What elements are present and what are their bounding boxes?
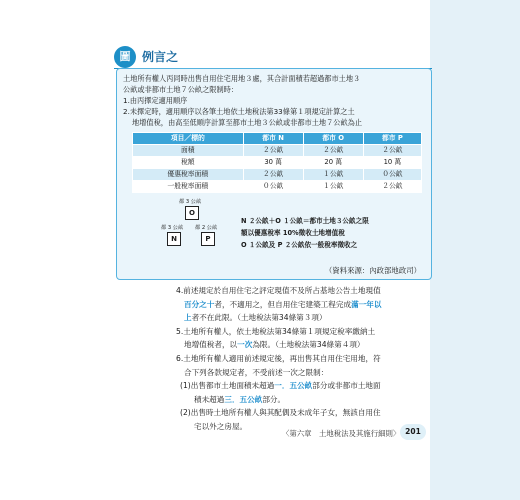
example-line-2: 公畝或非都市土地７公畝之限制時： <box>123 85 239 94</box>
example-line-5: 地增值稅，由高至低順序計算至都市土地３公畝或非都市土地７公畝為止 <box>132 118 363 127</box>
table-cell: ２公畝 <box>243 169 303 181</box>
table-cell: 面積 <box>133 145 244 157</box>
plain-text: 部分或非都市土地面 <box>312 381 381 391</box>
source-citation: （資料來源：內政部地政司） <box>324 266 421 275</box>
note-line-2: 額以優惠稅率 10%徵收土地增值稅 <box>241 229 345 237</box>
land-diagram <box>161 201 241 261</box>
item-4 <box>176 284 408 325</box>
diagram-label-n: 都 3 公畝 <box>161 225 184 231</box>
tax-table <box>132 132 422 193</box>
diagram-box-p: P <box>201 232 215 246</box>
table-cell: １公畝 <box>303 181 363 193</box>
highlight-text: 一次 <box>237 340 253 350</box>
highlight-text: 一．五公畝 <box>274 381 313 391</box>
table-cell: ２公畝 <box>303 145 363 157</box>
item-5-line-2 <box>176 338 408 352</box>
item-5 <box>176 325 408 352</box>
table-cell: 稅額 <box>133 157 244 169</box>
item-4-line-3 <box>176 311 408 325</box>
example-box <box>116 68 432 280</box>
item-5-line-1: 5.土地所有權人，依土地稅法第34條第１項規定稅率繳納土 <box>176 326 376 336</box>
table-header: 都市 P <box>363 133 421 145</box>
plain-text: 部分。 <box>262 394 286 404</box>
item-4-line-1: 4.前述規定於自用住宅之評定現值不及所占基地公告土地現值 <box>176 286 381 295</box>
table-row <box>133 169 422 181</box>
item-4-line-2 <box>176 298 408 312</box>
note-line-1: N ２公畝＋O １公畝＝都市土地３公畝之限 <box>241 217 369 225</box>
table-cell: 優惠稅率面積 <box>133 169 244 181</box>
note-line-3: O １公畝及 P ２公畝依一般稅率徵收之 <box>241 241 358 249</box>
sub-item-1-line-1 <box>180 379 408 393</box>
diagram-box-n: N <box>167 232 181 246</box>
item-6-line-1: 6.土地所有權人適用前述規定後，再出售其自用住宅用地，符 <box>176 353 381 363</box>
table-cell: 10 萬 <box>363 157 421 169</box>
highlight-text: 上 <box>184 313 192 323</box>
plain-text: 積未超過 <box>194 394 225 404</box>
table-cell: 30 萬 <box>243 157 303 169</box>
plain-text: 為限。（土地稅法第34條第４項） <box>252 340 365 350</box>
plain-text: 者不在此限。（土地稅法第34條第３項） <box>191 313 327 323</box>
table-row <box>133 181 422 193</box>
table-cell: ０公畝 <box>243 181 303 193</box>
sub-item-2-line-1: (2)出售時土地所有權人與其配偶及未成年子女，無該自用住 <box>180 408 381 418</box>
table-cell: ２公畝 <box>363 145 421 157</box>
diagram-label-o: 都 3 公畝 <box>179 199 202 205</box>
example-badge: 圖 <box>114 46 136 68</box>
body-text <box>176 284 408 434</box>
highlight-text: 滿一年以 <box>351 299 382 309</box>
chapter-footer: 〈第六章 土地稅法及其施行細則〉 <box>282 429 401 438</box>
highlight-text: 三．五公畝 <box>224 394 263 404</box>
table-header: 項目／標的 <box>133 133 244 145</box>
plain-text: 者，不適用之，但自用住宅建築工程完成 <box>214 299 352 309</box>
table-cell: 20 萬 <box>303 157 363 169</box>
highlight-text: 百分之十 <box>184 299 215 309</box>
table-header-row <box>133 133 422 145</box>
item-6 <box>176 352 408 379</box>
sub-item-1-line-2 <box>180 393 408 407</box>
table-cell: ２公畝 <box>243 145 303 157</box>
table-cell: 一般稅率面積 <box>133 181 244 193</box>
diagram-notes <box>241 215 369 251</box>
sub-item-1 <box>176 379 408 406</box>
example-title: 例言之 <box>142 50 179 64</box>
plain-text: 地增值稅者，以 <box>184 340 238 350</box>
example-line-4: 2.未擇定時，適用順序以各筆土地依土地稅法第33條第１項規定計算之土 <box>123 107 355 116</box>
item-6-line-2: 合下列各款規定者，不受前述一次之限制： <box>184 367 329 377</box>
table-row <box>133 145 422 157</box>
diagram-label-p: 都 2 公畝 <box>195 225 218 231</box>
table-header: 都市 N <box>243 133 303 145</box>
diagram-box-o: O <box>185 206 199 220</box>
example-line-3: 1.由丙擇定適用順序 <box>123 96 188 105</box>
table-cell: ０公畝 <box>363 169 421 181</box>
example-line-1: 土地所有權人丙同時出售自用住宅用地３處，其合計面積若超過都市土地３ <box>123 74 361 83</box>
table-cell: ２公畝 <box>363 181 421 193</box>
table-header: 都市 O <box>303 133 363 145</box>
plain-text: (1)出售都市土地面積未超過 <box>180 381 275 391</box>
side-margin-strip <box>430 0 520 500</box>
table-row <box>133 157 422 169</box>
table-cell: １公畝 <box>303 169 363 181</box>
page-number: 201 <box>400 424 426 440</box>
sub-item-2-line-2: 宅以外之房屋。 <box>194 421 248 431</box>
